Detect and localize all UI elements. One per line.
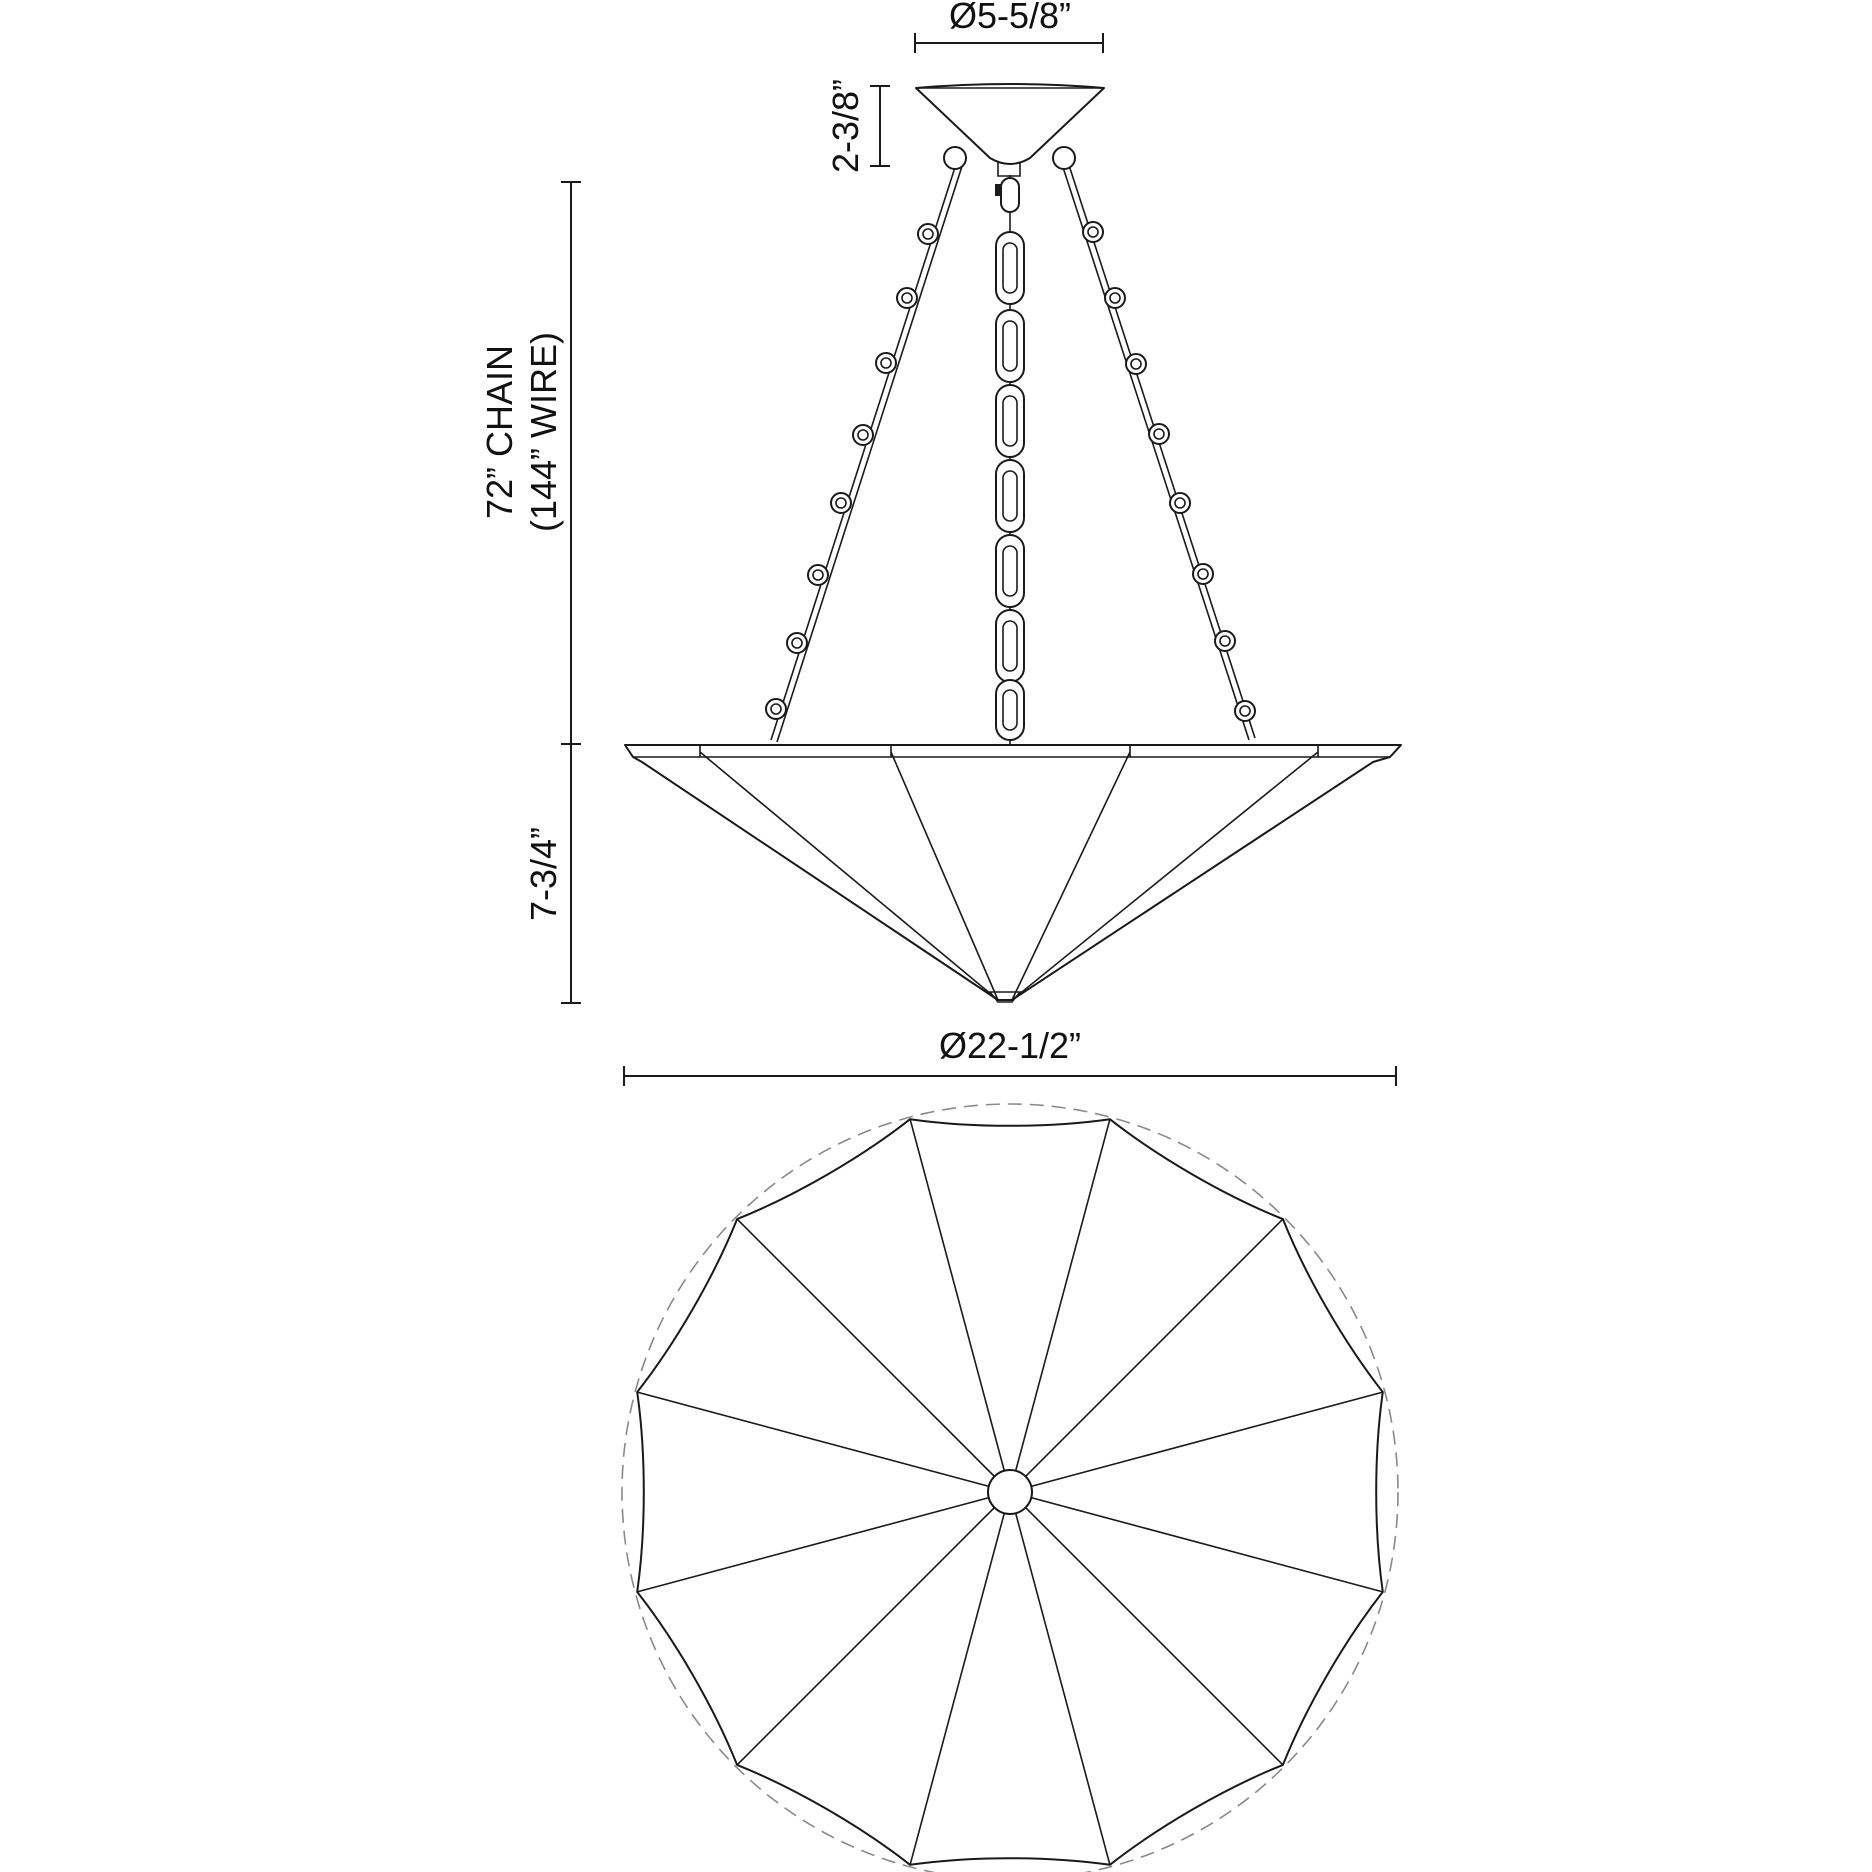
canopy-height-dimension [825,79,890,173]
chain-center [996,175,1024,745]
shade-rib-line [737,1219,1010,1492]
canopy-diameter-dimension [915,0,1103,53]
canopy-diameter-label: Ø5-5/8” [948,0,1072,36]
shade-center-finial [988,1470,1032,1514]
shade-diameter-dimension [624,1025,1396,1086]
shade-rib-line [1010,1492,1383,1592]
canopy-height-label: 2-3/8” [825,78,866,174]
shade-side-view [625,745,1401,1002]
shade-rib-line [910,1119,1010,1492]
shade-rib-line [910,1492,1010,1865]
chain-length-dimension [479,182,581,744]
chain-length-label: 72” CHAIN [479,344,520,520]
shade-rib-line [637,1392,1010,1492]
shade-height-label: 7-3/4” [523,826,564,922]
chain-right [1053,147,1255,740]
shade-rib-line [1010,1219,1283,1492]
shade-rib-line [1010,1492,1110,1865]
shade-rib-line [1010,1492,1283,1765]
shade-bottom-view [622,1104,1398,1872]
shade-rib-line [1010,1119,1110,1492]
shade-height-dimension [523,744,581,1003]
wire-length-label: (144” WIRE) [523,331,564,533]
shade-rib-line [637,1492,1010,1592]
shade-diameter-label: Ø22-1/2” [938,1025,1082,1066]
shade-rib-line [737,1492,1010,1765]
chain-left [766,147,966,742]
shade-rib-line [1010,1392,1383,1492]
